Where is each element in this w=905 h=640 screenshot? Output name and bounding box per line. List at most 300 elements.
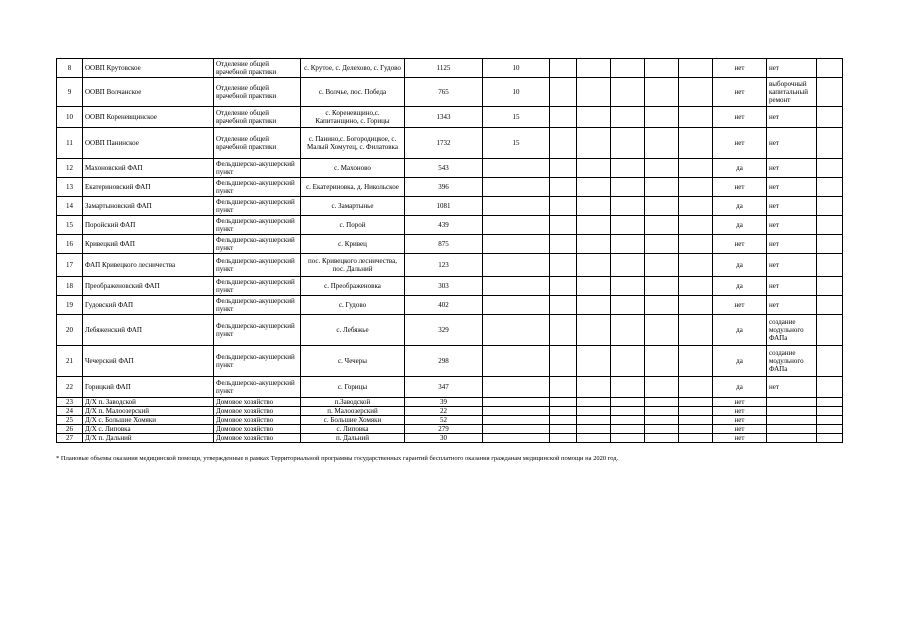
facility-type: Фельдшерско-акушерский пункт [214,235,301,254]
planned-action [767,416,817,425]
facility-name: Гудовский ФАП [83,296,214,315]
row-number: 12 [57,159,83,178]
population: 396 [405,178,483,197]
facility-type: Отделение общей врачебной практики [214,107,301,128]
empty-cell [611,128,645,159]
population: 329 [405,315,483,346]
empty-cell [645,59,679,78]
empty-cell [645,128,679,159]
availability: нет [713,407,767,416]
population: 765 [405,78,483,107]
planned-volume [483,159,550,178]
empty-cell [611,346,645,377]
empty-cell [577,197,611,216]
empty-cell [645,346,679,377]
empty-cell [611,296,645,315]
empty-cell [645,315,679,346]
empty-cell [577,107,611,128]
facility-type: Фельдшерско-акушерский пункт [214,346,301,377]
served-settlements: с. Замартынье [301,197,405,216]
availability: нет [713,78,767,107]
empty-cell [645,434,679,443]
empty-cell [611,159,645,178]
availability: да [713,197,767,216]
planned-volume [483,407,550,416]
empty-cell [645,178,679,197]
empty-cell [645,416,679,425]
table-row [57,216,843,235]
row-number: 27 [57,434,83,443]
empty-cell [611,107,645,128]
facility-type: Фельдшерско-акушерский пункт [214,197,301,216]
facility-name: Замартыновский ФАП [83,197,214,216]
empty-cell [550,296,577,315]
population: 279 [405,425,483,434]
served-settlements: с. Крутое, с. Делехово, с. Гудово [301,59,405,78]
facility-name: Екатериновский ФАП [83,178,214,197]
planned-volume: 15 [483,107,550,128]
empty-cell [550,128,577,159]
row-number: 13 [57,178,83,197]
empty-cell [817,346,843,377]
empty-cell [679,434,713,443]
empty-cell [679,296,713,315]
row-number: 10 [57,107,83,128]
empty-cell [817,398,843,407]
row-number: 18 [57,277,83,296]
facilities-table [56,58,843,443]
planned-volume [483,416,550,425]
empty-cell [817,178,843,197]
empty-cell [611,59,645,78]
facility-type: Домовое хозяйство [214,416,301,425]
availability: нет [713,296,767,315]
table-row [57,197,843,216]
row-number: 25 [57,416,83,425]
planned-action: нет [767,296,817,315]
empty-cell [817,407,843,416]
empty-cell [577,128,611,159]
facility-name: ООВП Кореневщинское [83,107,214,128]
availability: нет [713,434,767,443]
facility-name: Махоновский ФАП [83,159,214,178]
planned-action: нет [767,377,817,398]
served-settlements: с. Махоново [301,159,405,178]
empty-cell [645,159,679,178]
empty-cell [817,128,843,159]
empty-cell [611,78,645,107]
planned-volume [483,296,550,315]
availability: да [713,254,767,277]
empty-cell [577,407,611,416]
planned-volume [483,178,550,197]
empty-cell [679,216,713,235]
population: 1081 [405,197,483,216]
empty-cell [817,159,843,178]
planned-action: выборочный капитальный ремонт [767,78,817,107]
empty-cell [577,216,611,235]
table-row [57,107,843,128]
empty-cell [577,59,611,78]
availability: да [713,315,767,346]
row-number: 16 [57,235,83,254]
planned-action: создание модульного ФАПа [767,346,817,377]
planned-volume: 10 [483,59,550,78]
availability: да [713,159,767,178]
planned-volume [483,277,550,296]
empty-cell [679,346,713,377]
facility-type: Домовое хозяйство [214,434,301,443]
empty-cell [679,178,713,197]
empty-cell [679,128,713,159]
empty-cell [679,197,713,216]
facility-type: Фельдшерско-акушерский пункт [214,254,301,277]
empty-cell [611,377,645,398]
planned-volume [483,254,550,277]
table-row [57,159,843,178]
empty-cell [679,407,713,416]
empty-cell [611,315,645,346]
table-row [57,315,843,346]
facility-name: ФАП Кривецкого лесничества [83,254,214,277]
availability: да [713,346,767,377]
served-settlements: с. Гудово [301,296,405,315]
empty-cell [817,315,843,346]
empty-cell [550,78,577,107]
empty-cell [645,235,679,254]
served-settlements: с. Большие Хомяки [301,416,405,425]
empty-cell [577,277,611,296]
availability: да [713,277,767,296]
empty-cell [679,235,713,254]
row-number: 19 [57,296,83,315]
planned-volume [483,377,550,398]
empty-cell [645,398,679,407]
facility-name: ООВП Волчанское [83,78,214,107]
table-row [57,377,843,398]
planned-action: нет [767,107,817,128]
empty-cell [679,315,713,346]
empty-cell [817,277,843,296]
row-number: 24 [57,407,83,416]
row-number: 15 [57,216,83,235]
facility-name: Поройский ФАП [83,216,214,235]
empty-cell [577,398,611,407]
empty-cell [611,178,645,197]
population: 30 [405,434,483,443]
empty-cell [645,216,679,235]
population: 1732 [405,128,483,159]
facility-type: Домовое хозяйство [214,425,301,434]
served-settlements: п. Дальний [301,434,405,443]
table-row [57,78,843,107]
empty-cell [679,159,713,178]
served-settlements: с. Чечеры [301,346,405,377]
empty-cell [550,254,577,277]
planned-volume: 15 [483,128,550,159]
planned-volume [483,216,550,235]
empty-cell [817,296,843,315]
facility-name: Преображеновский ФАП [83,277,214,296]
empty-cell [645,107,679,128]
planned-action: нет [767,254,817,277]
served-settlements: с. Волчье, пос. Победа [301,78,405,107]
table-row [57,235,843,254]
population: 298 [405,346,483,377]
population: 52 [405,416,483,425]
planned-action: нет [767,277,817,296]
empty-cell [817,59,843,78]
empty-cell [611,416,645,425]
planned-action: нет [767,128,817,159]
empty-cell [645,254,679,277]
empty-cell [645,277,679,296]
facility-type: Фельдшерско-акушерский пункт [214,315,301,346]
population: 347 [405,377,483,398]
served-settlements: с. Порой [301,216,405,235]
empty-cell [577,346,611,377]
row-number: 8 [57,59,83,78]
availability: да [713,377,767,398]
table-row [57,425,843,434]
row-number: 11 [57,128,83,159]
table-row [57,346,843,377]
facility-type: Отделение общей врачебной практики [214,78,301,107]
table-row [57,296,843,315]
empty-cell [577,78,611,107]
empty-cell [577,159,611,178]
facility-type: Фельдшерско-акушерский пункт [214,277,301,296]
facility-type: Фельдшерско-акушерский пункт [214,159,301,178]
population: 123 [405,254,483,277]
facility-name: Д/Х с. Большие Хомяки [83,416,214,425]
table-row [57,407,843,416]
population: 39 [405,398,483,407]
empty-cell [679,425,713,434]
availability: нет [713,398,767,407]
facility-name: Лебяженский ФАП [83,315,214,346]
row-number: 22 [57,377,83,398]
empty-cell [577,434,611,443]
empty-cell [679,277,713,296]
facility-type: Отделение общей врачебной практики [214,59,301,78]
planned-action: нет [767,178,817,197]
empty-cell [577,315,611,346]
availability: нет [713,107,767,128]
empty-cell [611,197,645,216]
empty-cell [679,59,713,78]
table-row [57,277,843,296]
empty-cell [611,407,645,416]
empty-cell [679,254,713,277]
empty-cell [550,159,577,178]
empty-cell [817,235,843,254]
empty-cell [679,107,713,128]
population: 543 [405,159,483,178]
table-row [57,59,843,78]
empty-cell [817,254,843,277]
facility-type: Фельдшерско-акушерский пункт [214,296,301,315]
empty-cell [817,416,843,425]
facility-type: Домовое хозяйство [214,398,301,407]
served-settlements: с. Лебяжье [301,315,405,346]
facility-name: ООВП Крутовское [83,59,214,78]
table-row [57,178,843,197]
empty-cell [817,425,843,434]
served-settlements: с. Преображеновка [301,277,405,296]
served-settlements: с. Кривец [301,235,405,254]
empty-cell [611,235,645,254]
empty-cell [550,398,577,407]
planned-volume [483,425,550,434]
empty-cell [611,277,645,296]
facility-type: Домовое хозяйство [214,407,301,416]
planned-action: нет [767,235,817,254]
planned-volume [483,346,550,377]
empty-cell [550,59,577,78]
empty-cell [550,107,577,128]
facility-type: Фельдшерско-акушерский пункт [214,216,301,235]
empty-cell [550,407,577,416]
served-settlements: пос. Кривецкого лесничества, пос. Дальний [301,254,405,277]
empty-cell [550,178,577,197]
availability: нет [713,235,767,254]
table-row [57,398,843,407]
row-number: 21 [57,346,83,377]
empty-cell [611,254,645,277]
served-settlements: с. Горицы [301,377,405,398]
planned-action [767,425,817,434]
empty-cell [817,216,843,235]
empty-cell [577,235,611,254]
footnote: * Плановые объемы оказания медицинской помощи, утвержденные в рамках Территориальной программы государственных гарантий бесплатного оказания гражданам медицинской помощи на 2020 год. [56,455,619,462]
planned-volume [483,434,550,443]
empty-cell [679,416,713,425]
facility-name: Д/Х с. Липовка [83,425,214,434]
empty-cell [577,377,611,398]
facility-name: Кривецкий ФАП [83,235,214,254]
planned-volume [483,197,550,216]
empty-cell [550,434,577,443]
empty-cell [550,416,577,425]
row-number: 14 [57,197,83,216]
availability: нет [713,425,767,434]
planned-volume [483,315,550,346]
population: 402 [405,296,483,315]
table-row [57,128,843,159]
table-row [57,416,843,425]
empty-cell [817,434,843,443]
availability: нет [713,178,767,197]
availability: нет [713,59,767,78]
facility-name: Чечерский ФАП [83,346,214,377]
row-number: 26 [57,425,83,434]
table-row [57,254,843,277]
empty-cell [611,216,645,235]
empty-cell [577,425,611,434]
empty-cell [550,425,577,434]
empty-cell [550,235,577,254]
facility-name: Д/Х п. Малоозерский [83,407,214,416]
empty-cell [817,197,843,216]
row-number: 9 [57,78,83,107]
empty-cell [577,178,611,197]
empty-cell [611,398,645,407]
empty-cell [577,296,611,315]
facility-type: Фельдшерско-акушерский пункт [214,178,301,197]
empty-cell [679,78,713,107]
planned-volume [483,235,550,254]
table-body [57,59,843,443]
empty-cell [645,407,679,416]
planned-volume: 10 [483,78,550,107]
empty-cell [645,377,679,398]
population: 22 [405,407,483,416]
empty-cell [817,78,843,107]
empty-cell [817,107,843,128]
planned-action: создание модульного ФАПа [767,315,817,346]
facility-name: Д/Х п. Заводской [83,398,214,407]
availability: нет [713,416,767,425]
empty-cell [645,197,679,216]
availability: нет [713,128,767,159]
facility-type: Отделение общей врачебной практики [214,128,301,159]
served-settlements: п. Малоозерский [301,407,405,416]
served-settlements: п.Заводской [301,398,405,407]
planned-action: нет [767,216,817,235]
facility-name: Горицкий ФАП [83,377,214,398]
empty-cell [550,377,577,398]
empty-cell [550,216,577,235]
empty-cell [645,78,679,107]
served-settlements: с. Екатериновка, д. Никольское [301,178,405,197]
empty-cell [611,434,645,443]
empty-cell [550,315,577,346]
empty-cell [645,425,679,434]
population: 875 [405,235,483,254]
empty-cell [550,346,577,377]
planned-action: нет [767,197,817,216]
empty-cell [550,277,577,296]
empty-cell [611,425,645,434]
served-settlements: с. Липовка [301,425,405,434]
availability: да [713,216,767,235]
population: 1125 [405,59,483,78]
planned-action [767,434,817,443]
served-settlements: с. Панино,с. Богородицкое, с. Малый Хомутец, с. Филатовка [301,128,405,159]
row-number: 17 [57,254,83,277]
population: 1343 [405,107,483,128]
planned-volume [483,398,550,407]
empty-cell [577,254,611,277]
planned-action: нет [767,59,817,78]
table-row [57,434,843,443]
facility-type: Фельдшерско-акушерский пункт [214,377,301,398]
empty-cell [550,197,577,216]
planned-action [767,407,817,416]
row-number: 23 [57,398,83,407]
empty-cell [817,377,843,398]
planned-action: нет [767,159,817,178]
empty-cell [679,377,713,398]
population: 303 [405,277,483,296]
planned-action [767,398,817,407]
row-number: 20 [57,315,83,346]
empty-cell [679,398,713,407]
served-settlements: с. Кореневщино,с. Капитанщино, с. Горицы [301,107,405,128]
empty-cell [645,296,679,315]
facility-name: Д/Х п. Дальний [83,434,214,443]
